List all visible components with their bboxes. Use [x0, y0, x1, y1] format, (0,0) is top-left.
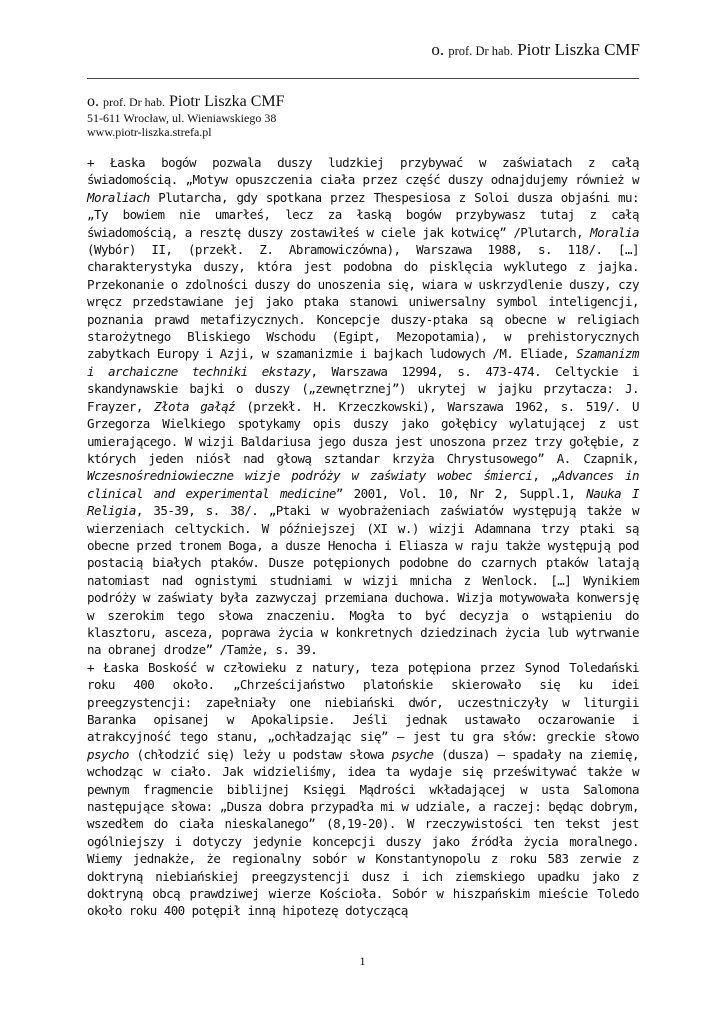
author-name-line: [87, 93, 639, 111]
italic-text: Wczesnośredniowieczne wizje podróży w zaświaty wobec śmierci: [87, 468, 533, 484]
header-academic-title: prof. Dr hab.: [448, 44, 513, 58]
body-paragraph: [87, 154, 639, 659]
header-divider: [87, 78, 639, 79]
text-run: + Łaska Boskość w człowieku z natury, teza potępiona przez Synod Toledański roku 400 około. „Chrześcijaństwo platońskie skierowało się ku idei preegzystencji: zapełniały one niebiański dwór, uczestniczyły w liturgii Baranka opisanej w Apokalipsie. Jeśli jednak ustawało oczarowanie i atrakcyjność tego stanu, „ochładzając się” – jest tu gra słów: greckie słowo: [87, 659, 639, 745]
text-run: + Łaska bogów pozwala duszy ludzkiej przybywać w zaświatach z całą świadomością. „Motyw opuszczenia ciała przez część duszy odnajdujemy również w: [87, 155, 639, 188]
italic-text: Moralia: [590, 224, 639, 240]
text-run: (przekł. H. Krzeczkowski), Warszawa 1962, s. 519/. U Grzegorza Wielkiego spotykamy opis duszy jako gołębicy wylatującej z ust umierającego. W wizji Baldariusa jego dusza jest unoszona przez trzy gołębie, z których jeden niósł nad głową sztandar krzyża Chrystusowego” A. Czapnik,: [87, 398, 639, 466]
italic-text: Szamanizm i archaiczne techniki ekstazy: [87, 346, 639, 379]
text-run: , 35-39, s. 38/. „Ptaki w wyobrażeniach zaświatów występują także w wierzeniach celtyckich. W późniejszej (XI w.) wizji Adamnana trzy ptaki są obecne przed tronem Boga, a dusze Henocha i Eliasza w raju także występują pod postacią białych ptaków. Dusze potępionych podobne do czarnych ptaków latają natomiast nad ognistymi studniami w wizji mnicha z Wenlock. […] Wynikiem podróży w zaświaty była zazwyczaj przemiana duchowa. Wizja motywowała konwersję w szerokim tego słowa znaczeniu. Mogła to być decyzja o wstąpieniu do klasztoru, asceza, poprawa życia w konkretnych dziedzinach życia lub wytrwanie na obranej drodze” /Tamże, s. 39.: [87, 503, 639, 658]
author-academic-title: prof. Dr hab.: [103, 95, 165, 109]
italic-text: Advances in clinical and experimental medicine: [87, 468, 639, 501]
italic-text: Złota gałąź: [154, 398, 236, 414]
author-street: 51-611 Wrocław, ul. Wieniawskiego 38: [87, 111, 277, 125]
italic-text: Moraliach: [87, 189, 150, 205]
body-paragraph: [87, 659, 639, 920]
text-run: (Wybór) II, (przekł. Z. Abramowiczówna), Warszawa 1988, s. 118/. […] charakterystyka duszy, która jest podobna do pisklęcia wyklutego z jajka. Przekonanie o zdolności duszy do unoszenia się, wiara w uskrzydlenie duszy, czy wręcz przedstawiane jej jako ptaka stanowi uniwersalny symbol inteligencji, poznania prawd metafizycznych. Koncepcje duszy-ptaka są obecne w religiach starożytnego Bliskiego Wschodu (Egipt, Mezopotamia), w prehistorycznych zabytkach Europy i Azji, w szamanizmie i bajkach ludowych /M. Eliade,: [87, 242, 639, 362]
author-prefix: o.: [87, 93, 99, 110]
italic-text: psycho: [87, 746, 129, 762]
body-text: [87, 154, 639, 920]
text-run: Plutarcha, gdy spotkana przez Thespesiosa z Soloi dusza objaśni mu: „Ty bowiem nie umarłeś, lecz za łaską bogów przybywasz tutaj z całą świadomością, a resztę duszy zostawiłeś w ciele jak kotwicę” /Plutarch,: [87, 189, 639, 240]
header-prefix: o.: [431, 40, 445, 59]
header-author-name: Piotr Liszka CMF: [517, 40, 640, 59]
text-run: (dusza) – spadały na ziemię, wchodząc w ciało. Jak widzieliśmy, idea ta wydaje się prześwitywać także w pewnym fragmencie biblijnej Księgi Mądrości wkładającej w usta Salomona następujące słowa: „Dusza dobra przypadła mi w udziale, a raczej: będąc dobrym, wszedłem do ciała nieskalanego” (8,19-20). W rzeczywistości ten tekst jest ogólniejszy i dotyczy jedynie koncepcji duszy jako źródła życia moralnego. Wiemy jednakże, że regionalny sobór w Konstantynopolu z roku 583 zerwie z doktryną niebiańskiej preegzystencji dusz i ich ziemskiego upadku jako z doktryną obcą prawdziwej wierze Kościoła. Sobór w hiszpańskim mieście Toledo około roku 400 potępił inną hipotezę dotyczącą: [87, 746, 639, 919]
text-run: (chłodzić się) leży u podstaw słowa: [128, 746, 392, 762]
author-name: Piotr Liszka CMF: [168, 93, 285, 110]
text-run: , „: [532, 468, 558, 484]
italic-text: Nauka I Religia: [87, 485, 639, 519]
running-header: [431, 40, 640, 60]
page-number: 1: [359, 954, 366, 968]
author-website: www.piotr-liszka.strefa.pl: [87, 125, 212, 139]
text-run: ” 2001, Vol. 10, Nr 2, Suppl.1,: [335, 485, 587, 501]
italic-text: psyche: [391, 746, 434, 762]
text-run: , Warszawa 12994, s. 473-474. Celtyckie i skandynawskie bajki o duszy („zewnętrznej”) ukrytej w jajku przytacza: J. Frayzer,: [87, 363, 639, 414]
author-address-block: [87, 93, 639, 139]
